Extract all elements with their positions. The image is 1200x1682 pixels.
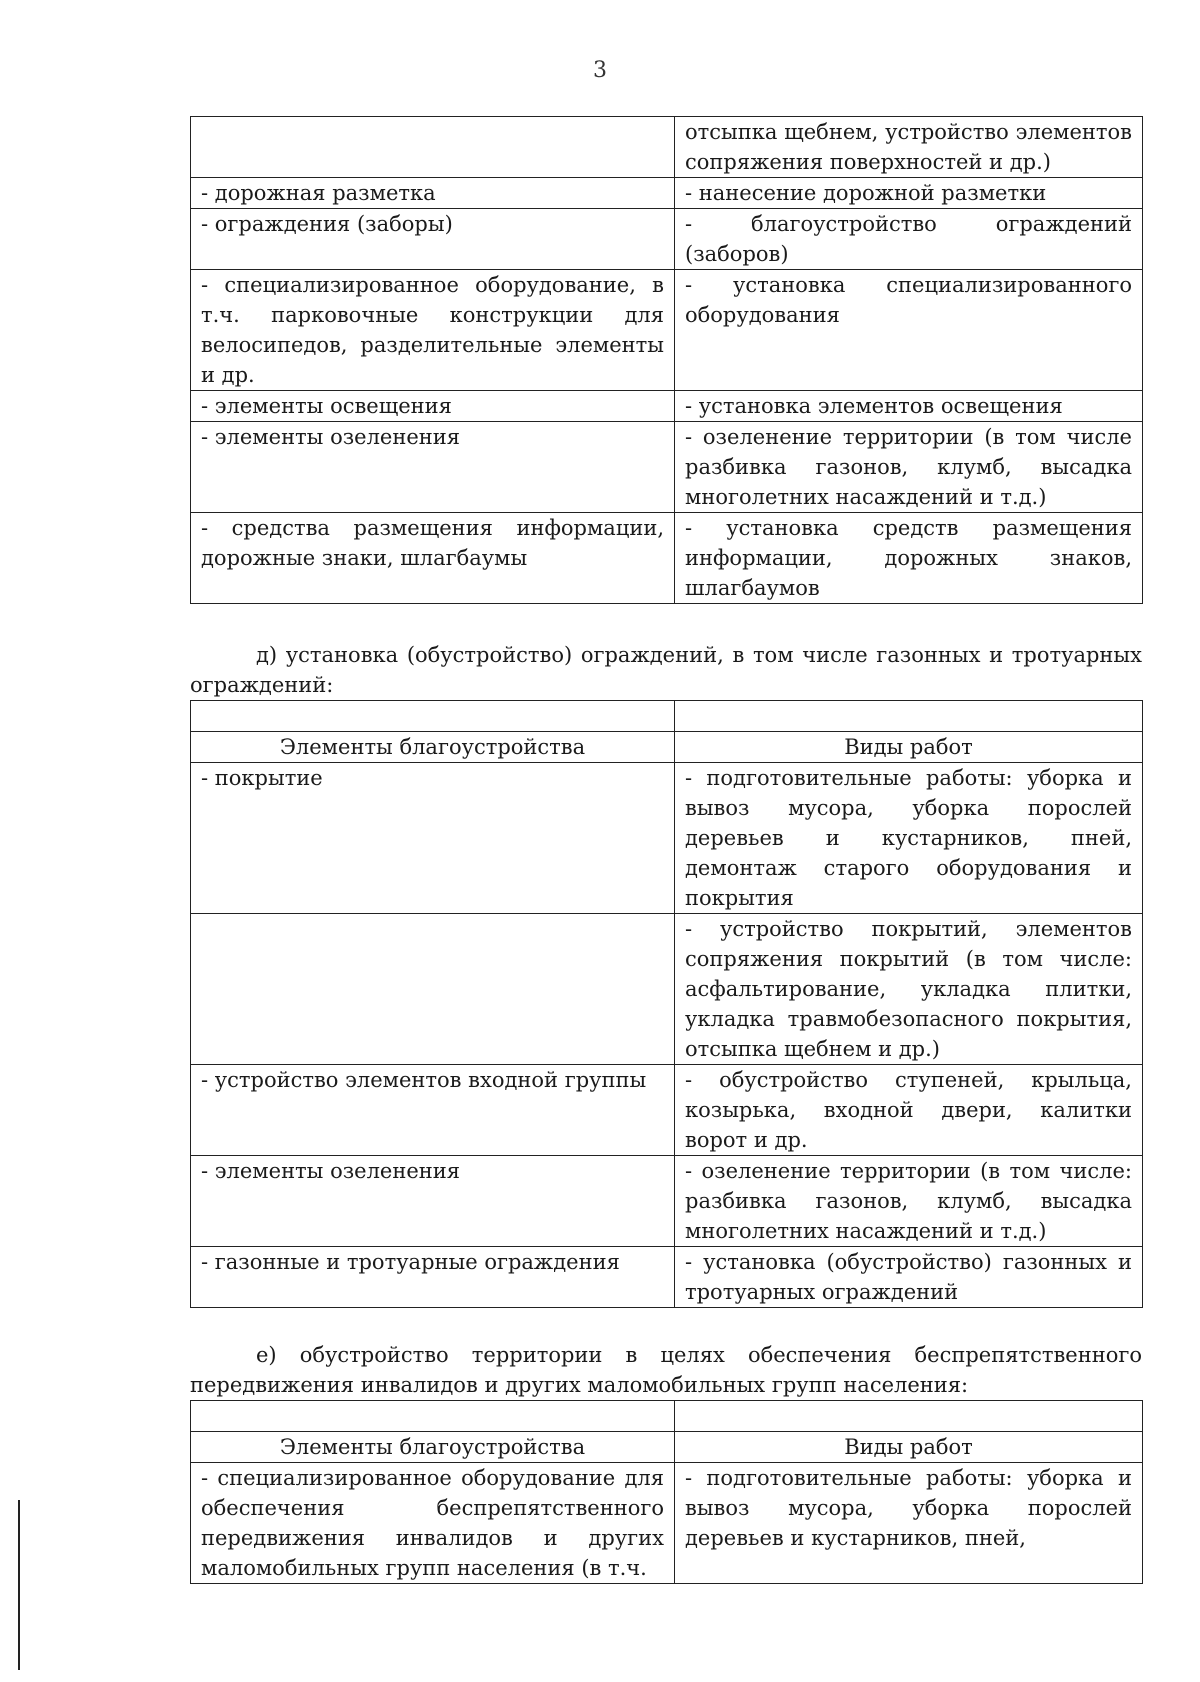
element-cell <box>191 117 675 178</box>
element-cell: - устройство элементов входной группы <box>191 1065 675 1156</box>
works-cell: - подготовительные работы: уборка и вывоз мусора, уборка порослей деревьев и кустарников, пней, <box>675 1463 1143 1584</box>
table-row <box>191 209 1143 270</box>
scan-margin-line <box>18 1500 20 1670</box>
element-cell: - дорожная разметка <box>191 178 675 209</box>
table-row <box>191 763 1143 914</box>
table-row <box>191 1065 1143 1156</box>
table-row <box>191 914 1143 1065</box>
works-cell: - обустройство ступеней, крыльца, козырька, входной двери, калитки ворот и др. <box>675 1065 1143 1156</box>
element-cell: - специализированное оборудование для обеспечения беспрепятственного передвижения инвалидов и других маломобильных групп населения (в т.ч. <box>191 1463 675 1584</box>
table-row <box>191 391 1143 422</box>
works-cell: - нанесение дорожной разметки <box>675 178 1143 209</box>
element-cell: - покрытие <box>191 763 675 914</box>
column-header-elements: Элементы благоустройства <box>191 1432 675 1463</box>
fences-works-table <box>190 700 1143 1308</box>
works-cell: отсыпка щебнем, устройство элементов сопряжения поверхностей и др.) <box>675 117 1143 178</box>
column-header-elements: Элементы благоустройства <box>191 732 675 763</box>
table-row <box>191 513 1143 604</box>
works-cell: - устройство покрытий, элементов сопряжения покрытий (в том числе: асфальтирование, укладка плитки, укладка травмобезопасного покрытия, отсыпка щебнем и др.) <box>675 914 1143 1065</box>
works-table-continuation <box>190 116 1143 604</box>
table-row <box>191 270 1143 391</box>
element-cell <box>191 914 675 1065</box>
element-cell: - газонные и тротуарные ограждения <box>191 1247 675 1308</box>
table-row <box>191 117 1143 178</box>
column-header-works: Виды работ <box>675 732 1143 763</box>
works-cell: - установка элементов освещения <box>675 391 1143 422</box>
table-spacer-row <box>191 1401 1143 1432</box>
table-header-row <box>191 1432 1143 1463</box>
element-cell: - элементы озеленения <box>191 1156 675 1247</box>
paragraph-e: е) обустройство территории в целях обеспечения беспрепятственного передвижения инвалидов и других маломобильных групп населения: <box>190 1343 1142 1397</box>
works-cell: - установка специализированного оборудования <box>675 270 1143 391</box>
works-cell: - озеленение территории (в том числе: разбивка газонов, клумб, высадка многолетних насаждений и т.д.) <box>675 1156 1143 1247</box>
table-row <box>191 1463 1143 1584</box>
works-cell: - установка (обустройство) газонных и тротуарных ограждений <box>675 1247 1143 1308</box>
element-cell: - специализированное оборудование, в т.ч. парковочные конструкции для велосипедов, разделительные элементы и др. <box>191 270 675 391</box>
element-cell: - элементы освещения <box>191 391 675 422</box>
column-header-works: Виды работ <box>675 1432 1143 1463</box>
table-row <box>191 422 1143 513</box>
element-cell: - элементы озеленения <box>191 422 675 513</box>
table-row <box>191 1156 1143 1247</box>
table-row <box>191 1247 1143 1308</box>
works-cell: - установка средств размещения информации, дорожных знаков, шлагбаумов <box>675 513 1143 604</box>
table-spacer-row <box>191 701 1143 732</box>
table-header-row <box>191 732 1143 763</box>
works-cell: - благоустройство ограждений (заборов) <box>675 209 1143 270</box>
element-cell: - ограждения (заборы) <box>191 209 675 270</box>
works-cell: - подготовительные работы: уборка и вывоз мусора, уборка порослей деревьев и кустарников, пней, демонтаж старого оборудования и покрытия <box>675 763 1143 914</box>
page-number: 3 <box>593 58 607 83</box>
table-row <box>191 178 1143 209</box>
accessibility-works-table <box>190 1400 1143 1584</box>
paragraph-d: д) установка (обустройство) ограждений, в том числе газонных и тротуарных ограждений: <box>190 643 1142 697</box>
works-cell: - озеленение территории (в том числе разбивка газонов, клумб, высадка многолетних насаждений и т.д.) <box>675 422 1143 513</box>
element-cell: - средства размещения информации, дорожные знаки, шлагбаумы <box>191 513 675 604</box>
